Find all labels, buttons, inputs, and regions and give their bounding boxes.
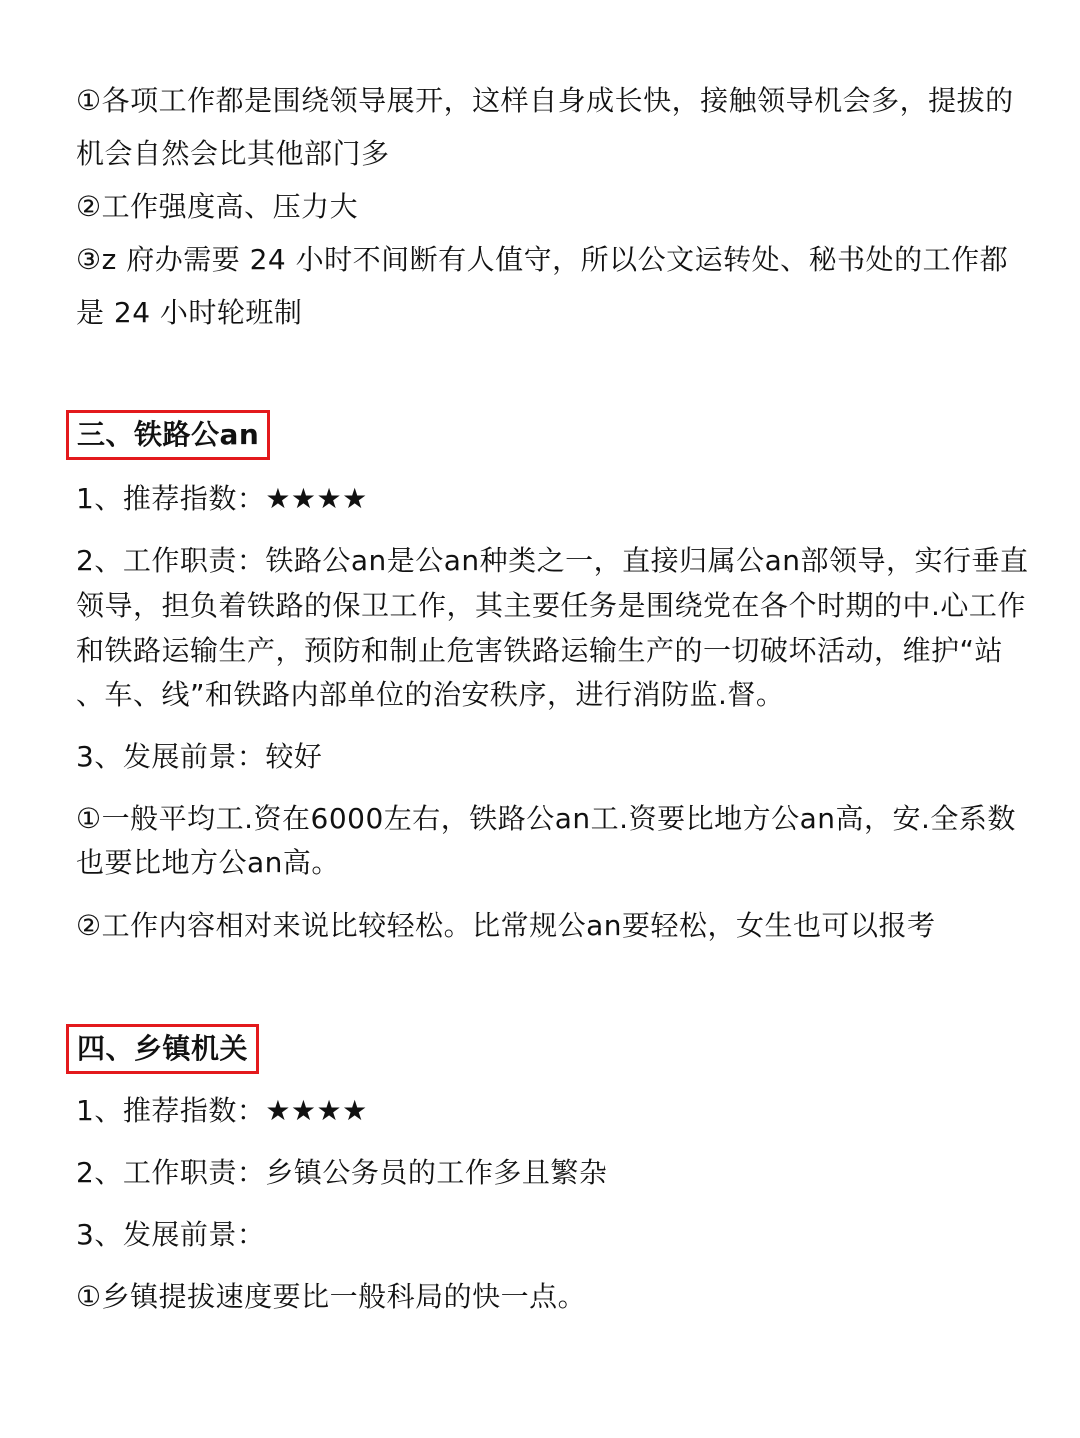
section3-line-3: 领导，担负着铁路的保卫工作，其主要任务是围绕党在各个时期的中.心工作 bbox=[76, 589, 1026, 622]
section3-line-8: 也要比地方公an高。 bbox=[76, 846, 340, 879]
section4-line-3: 3、发展前景： bbox=[76, 1218, 266, 1251]
section3-line-5: 、车、线”和铁路内部单位的治安秩序，进行消防监.督。 bbox=[76, 678, 785, 711]
intro-line-4: ③z 府办需要 24 小时不间断有人值守，所以公文运转处、秘书处的工作都 bbox=[76, 243, 1009, 276]
intro-line-3: ②工作强度高、压力大 bbox=[76, 190, 359, 223]
section4-line-1: 1、推荐指数：★★★★ bbox=[76, 1094, 368, 1127]
section3-line-6: 3、发展前景：较好 bbox=[76, 740, 323, 773]
intro-line-5: 是 24 小时轮班制 bbox=[76, 296, 303, 329]
section4-line-4: ①乡镇提拔速度要比一般科局的快一点。 bbox=[76, 1280, 587, 1313]
section-heading-railway-police: 三、铁路公an bbox=[66, 410, 270, 460]
section3-line-4: 和铁路运输生产，预防和制止危害铁路运输生产的一切破坏活动，维护“站 bbox=[76, 634, 1004, 667]
section3-line-1: 1、推荐指数：★★★★ bbox=[76, 482, 368, 515]
section3-line-7: ①一般平均工.资在6000左右，铁路公an工.资要比地方公an高，安.全系数 bbox=[76, 802, 1016, 835]
intro-line-2: 机会自然会比其他部门多 bbox=[76, 137, 390, 170]
section3-line-9: ②工作内容相对来说比较轻松。比常规公an要轻松，女生也可以报考 bbox=[76, 909, 936, 942]
section3-line-2: 2、工作职责：铁路公an是公an种类之一，直接归属公an部领导，实行垂直 bbox=[76, 544, 1029, 577]
section4-line-2: 2、工作职责：乡镇公务员的工作多且繁杂 bbox=[76, 1156, 608, 1189]
section-heading-township-organs: 四、乡镇机关 bbox=[66, 1024, 259, 1074]
intro-line-1: ①各项工作都是围绕领导展开，这样自身成长快，接触领导机会多，提拔的 bbox=[76, 84, 1014, 117]
